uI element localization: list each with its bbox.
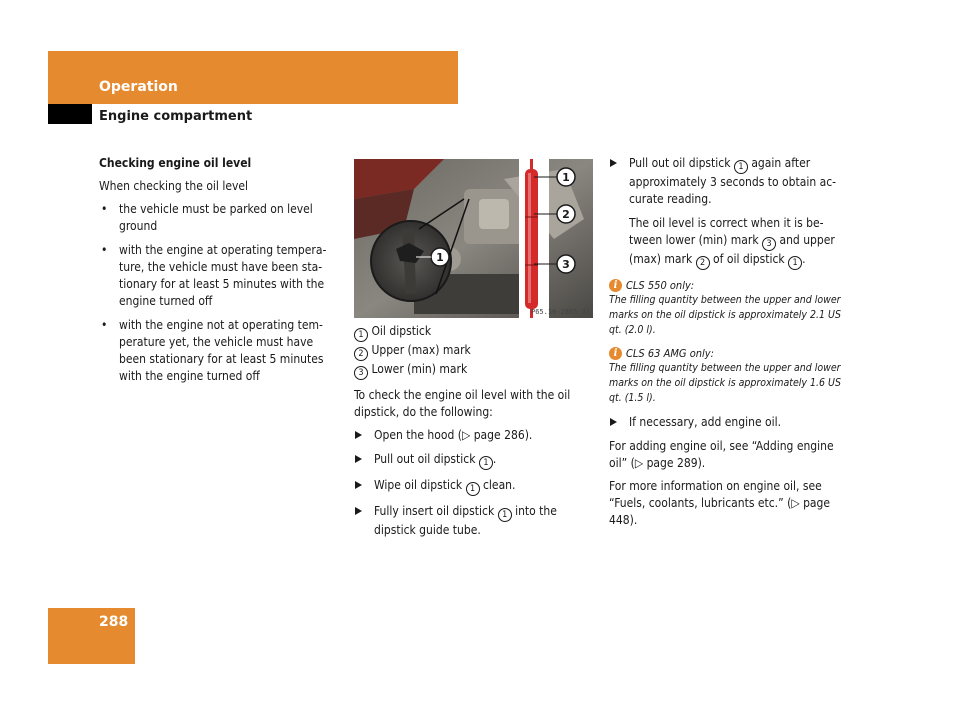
triangle-right-icon: [355, 507, 362, 515]
callout-2-label: 2: [562, 208, 570, 221]
legend-item: 3 Lower (min) mark: [354, 361, 594, 380]
info-icon: i: [609, 347, 622, 360]
bullet-icon: •: [101, 202, 108, 216]
step-item: If necessary, add engine oil.: [609, 414, 851, 431]
legend-item: 1 Oil dipstick: [354, 323, 594, 342]
step-item: Open the hood (▷ page 286).: [354, 427, 594, 444]
column-1: [99, 155, 339, 392]
figure-code: P65.10-2885-31: [530, 308, 590, 316]
procedure-steps-continued: [609, 155, 851, 208]
step-item: Fully insert oil dipstick 1 into the dipstick guide tube.: [354, 503, 594, 539]
add-oil-step: [609, 414, 851, 431]
column-2: [354, 159, 594, 546]
callout-1-label: 1: [562, 171, 570, 184]
info-note-cls550: [609, 278, 851, 338]
info-text: The filling quantity between the upper and lower marks on the oil dipstick is approximately 1.6 US qt. (1.5 l).: [609, 362, 841, 404]
info-text: The filling quantity between the upper and lower marks on the oil dipstick is approximately 2.1 US qt. (2.0 l).: [609, 294, 841, 336]
figure-legend: [354, 323, 594, 380]
heading-checking-oil: Checking engine oil level: [99, 156, 252, 170]
info-label: CLS 550 only:: [626, 279, 695, 292]
step-item: Wipe oil dipstick 1 clean.: [354, 477, 594, 496]
column-3: [609, 155, 851, 535]
oil-level-correct-text: The oil level is correct when it is be-tween lower (min) mark 3 and upper (max) mark 2 of oil dipstick 1 .: [629, 216, 835, 268]
info-label: CLS 63 AMG only:: [626, 347, 714, 360]
list-item: • with the engine at operating tempera-ture, the vehicle must have been sta-tionary for at least 5 minutes with the engine turned off: [101, 243, 327, 308]
triangle-right-icon: [355, 431, 362, 439]
section-title: Operation: [99, 79, 178, 95]
adding-oil-reference: For adding engine oil, see “Adding engine oil” (▷ page 289).: [609, 439, 834, 470]
triangle-right-icon: [355, 455, 362, 463]
page-number: 288: [99, 614, 129, 630]
intro-text: When checking the oil level: [99, 179, 249, 193]
legend-item: 2 Upper (max) mark: [354, 342, 594, 361]
conditions-list: [99, 201, 339, 385]
callout-1-zoom-label: 1: [436, 251, 444, 264]
callout-3-label: 3: [562, 258, 570, 271]
bullet-icon: •: [101, 318, 108, 332]
triangle-right-icon: [355, 481, 362, 489]
subsection-title: Engine compartment: [99, 109, 253, 124]
list-item: • with the engine not at operating tem-perature yet, the vehicle must have been stationary for at least 5 minutes with the engine turned off: [101, 318, 324, 383]
triangle-right-icon: [610, 418, 617, 426]
section-tab-marker: [48, 104, 92, 124]
bullet-icon: •: [101, 243, 108, 257]
procedure-intro: To check the engine oil level with the oil dipstick, do the following:: [354, 388, 571, 419]
info-note-cls63amg: [609, 346, 851, 406]
info-icon: i: [609, 279, 622, 292]
list-item: • the vehicle must be parked on level ground: [101, 202, 313, 233]
triangle-right-icon: [610, 159, 617, 167]
header-band: [48, 51, 458, 104]
engine-dipstick-photo: [354, 159, 593, 318]
procedure-steps: [354, 427, 594, 539]
step-item: Pull out oil dipstick 1 .: [354, 451, 594, 470]
step-item: Pull out oil dipstick 1 again after approximately 3 seconds to obtain ac-curate reading.: [609, 155, 851, 208]
more-info-reference: For more information on engine oil, see “Fuels, coolants, lubricants etc.” (▷ page 448).: [609, 479, 831, 527]
